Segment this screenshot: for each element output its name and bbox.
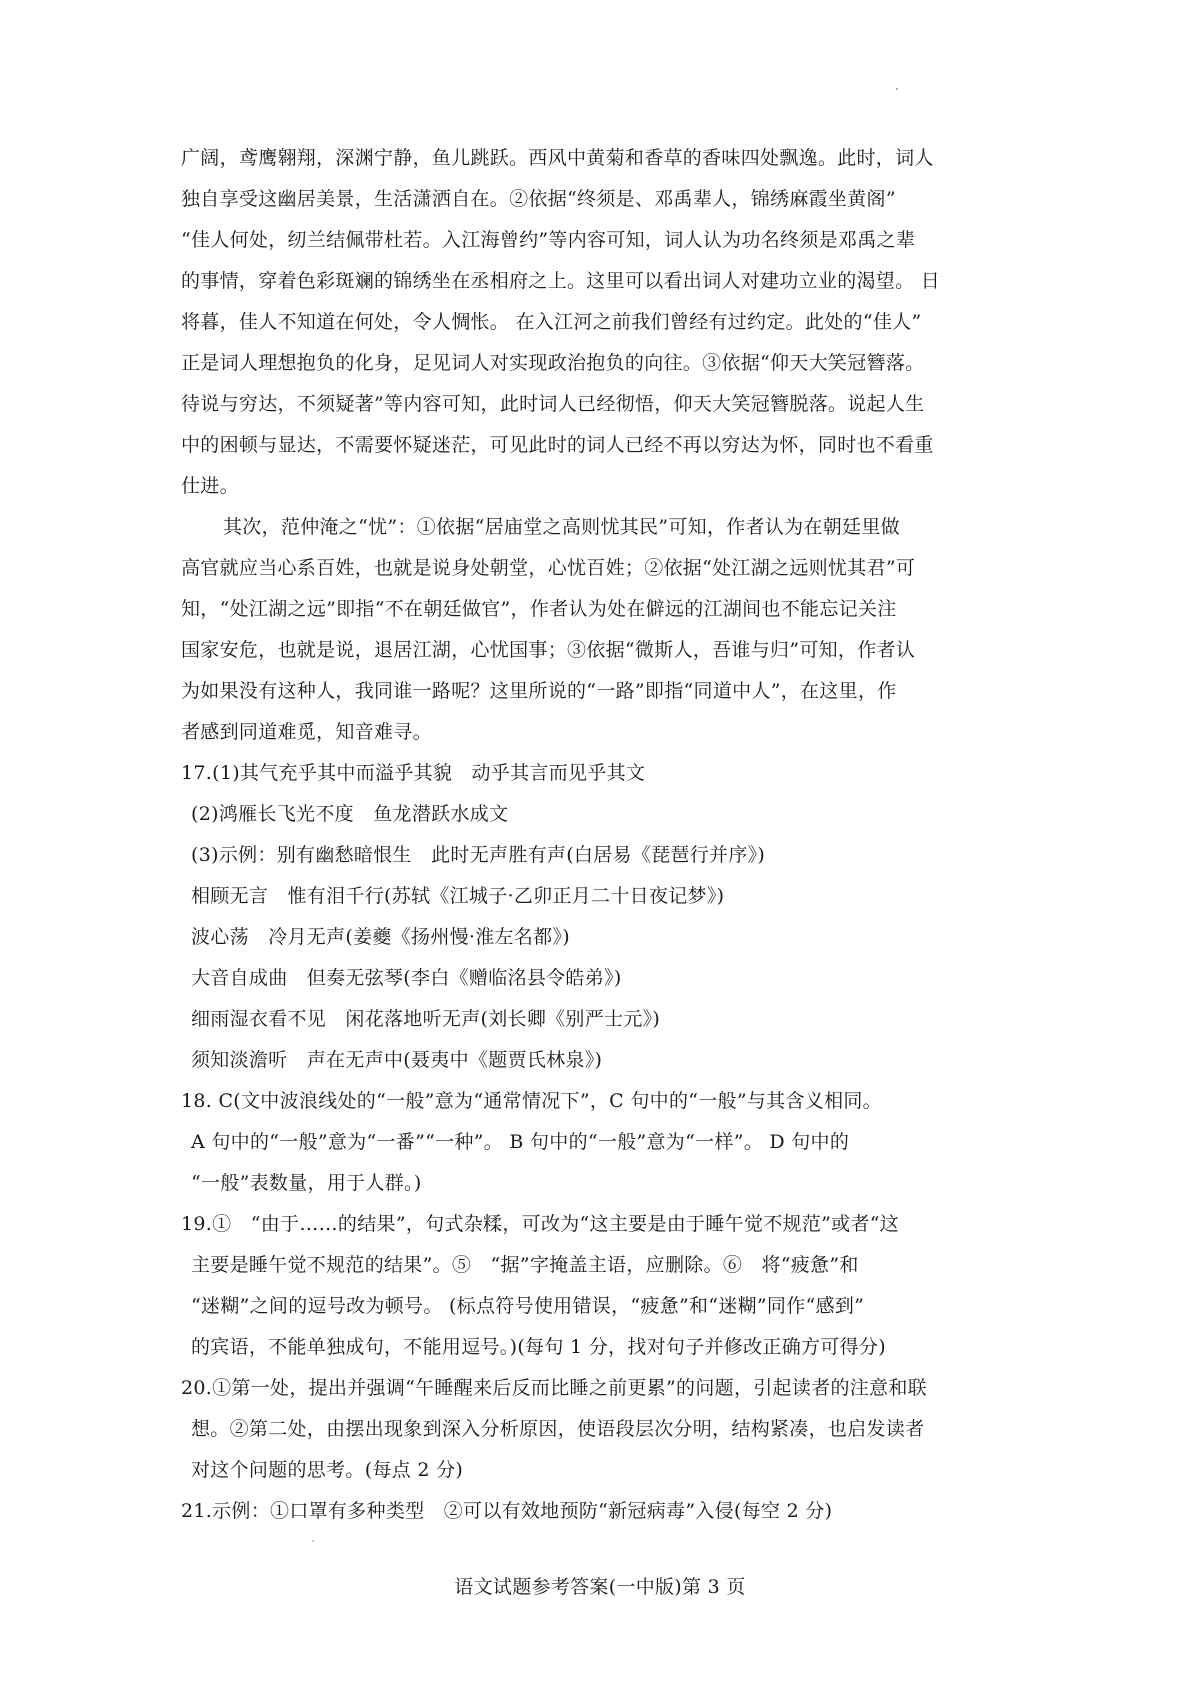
answer-20-line: 20.①第一处，提出并强调“午睡醒来后反而比睡之前更累”的问题，引起读者的注意和联 <box>181 1377 927 1399</box>
text-line: 知，“处江湖之远”即指“不在朝廷做官”，作者认为处在僻远的江湖间也不能忘记关注 <box>181 598 897 620</box>
answer-18-line: “一般”表数量，用于人群。) <box>191 1172 422 1194</box>
answer-17-example-line: 大音自成曲 但奏无弦琴(李白《赠临洺县令皓弟》) <box>191 967 622 989</box>
page-footer: 语文试题参考答案(一中版)第 3 页 <box>454 1576 746 1598</box>
text-line: 正是词人理想抱负的化身，足见词人对实现政治抱负的向往。③依据“仰天大笑冠簪落。 <box>181 352 925 374</box>
answer-content <box>181 138 1041 1532</box>
answer-17-line: (3)示例：别有幽愁暗恨生 此时无声胜有声(白居易《琵琶行并序》) <box>191 844 766 866</box>
text-line: 为如果没有这种人，我同谁一路呢？这里所说的“一路”即指“同道中人”，在这里，作 <box>181 680 897 702</box>
answer-19-line: 的宾语，不能单独成句，不能用逗号。)(每句 1 分，找对句子并修改正确方可得分) <box>191 1336 886 1358</box>
text-line: 待说与穷达，不须疑著”等内容可知，此时词人已经彻悟，仰天大笑冠簪脱落。说起人生 <box>181 393 925 415</box>
text-line: 将暮，佳人不知道在何处，令人惆怅。 在入江河之前我们曾经有过约定。此处的“佳人” <box>181 311 922 333</box>
text-line: 的事情，穿着色彩斑斓的锦绣坐在丞相府之上。这里可以看出词人对建功立业的渴望。 日 <box>181 270 941 292</box>
paragraph-start-line: 其次，范仲淹之“忧”：①依据“居庙堂之高则忧其民”可知，作者认为在朝廷里做 <box>223 516 900 538</box>
scan-speck <box>312 1540 314 1542</box>
text-line: 者感到同道难觅，知音难寻。 <box>181 721 432 743</box>
answer-18-line: A 句中的“一般”意为“一番”“一种”。 B 句中的“一般”意为“一样”。 D 句中的 <box>191 1131 850 1153</box>
answer-17-line: 17.(1)其气充乎其中而溢乎其貌 动乎其言而见乎其文 <box>181 762 646 784</box>
text-line: 高官就应当心系百姓，也就是说身处朝堂，心忧百姓；②依据“处江湖之远则忧其君”可 <box>181 557 916 579</box>
text-line: 国家安危，也就是说，退居江湖，心忧国事；③依据“微斯人，吾谁与归”可知，作者认 <box>181 639 916 661</box>
answer-17-example-line: 相顾无言 惟有泪千行(苏轼《江城子·乙卯正月二十日夜记梦》) <box>191 885 725 907</box>
text-line: 广阔，鸢鹰翱翔，深渊宁静，鱼儿跳跃。西风中黄菊和香草的香味四处飘逸。此时，词人 <box>181 147 934 169</box>
answer-20-line: 对这个问题的思考。(每点 2 分) <box>191 1459 464 1481</box>
answer-19-line: 主要是睡午觉不规范的结果”。⑤ “据”字掩盖主语，应删除。⑥ 将“疲惫”和 <box>191 1254 859 1276</box>
text-line: 仕进。 <box>181 475 239 497</box>
answer-17-example-line: 细雨湿衣看不见 闲花落地听无声(刘长卿《别严士元》) <box>191 1008 661 1030</box>
answer-17-example-line: 波心荡 冷月无声(姜夔《扬州慢·淮左名都》) <box>191 926 570 948</box>
answer-18-line: 18. C(文中波浪线处的“一般”意为“通常情况下”，C 句中的“一般”与其含义相同。 <box>181 1090 882 1112</box>
answer-17-example-line: 须知淡澹听 声在无声中(聂夷中《题贾氏林泉》) <box>191 1049 603 1071</box>
answer-19-line: 19.① “由于……的结果”，句式杂糅，可改为“这主要是由于睡午觉不规范”或者“这 <box>181 1213 900 1235</box>
answer-19-line: “迷糊”之间的逗号改为顿号。 (标点符号使用错误，“疲惫”和“迷糊”同作“感到” <box>191 1295 865 1317</box>
text-line: 中的困顿与显达，不需要怀疑迷茫，可见此时的词人已经不再以穷达为怀，同时也不看重 <box>181 434 934 456</box>
text-line: “佳人何处，纫兰结佩带杜若。入江海曾约”等内容可知，词人认为功名终须是邓禹之辈 <box>181 229 916 251</box>
answer-20-line: 想。②第二处，由摆出现象到深入分析原因，使语段层次分明，结构紧凑，也启发读者 <box>191 1418 925 1440</box>
text-line: 独自享受这幽居美景，生活潇洒自在。②依据“终须是、邓禹辈人，锦绣麻霞坐黄阁” <box>181 188 896 210</box>
scan-speck <box>896 88 898 90</box>
answer-17-line: (2)鸿雁长飞光不度 鱼龙潜跃水成文 <box>191 803 509 825</box>
answer-21-line: 21.示例：①口罩有多种类型 ②可以有效地预防“新冠病毒”入侵(每空 2 分) <box>181 1500 833 1522</box>
